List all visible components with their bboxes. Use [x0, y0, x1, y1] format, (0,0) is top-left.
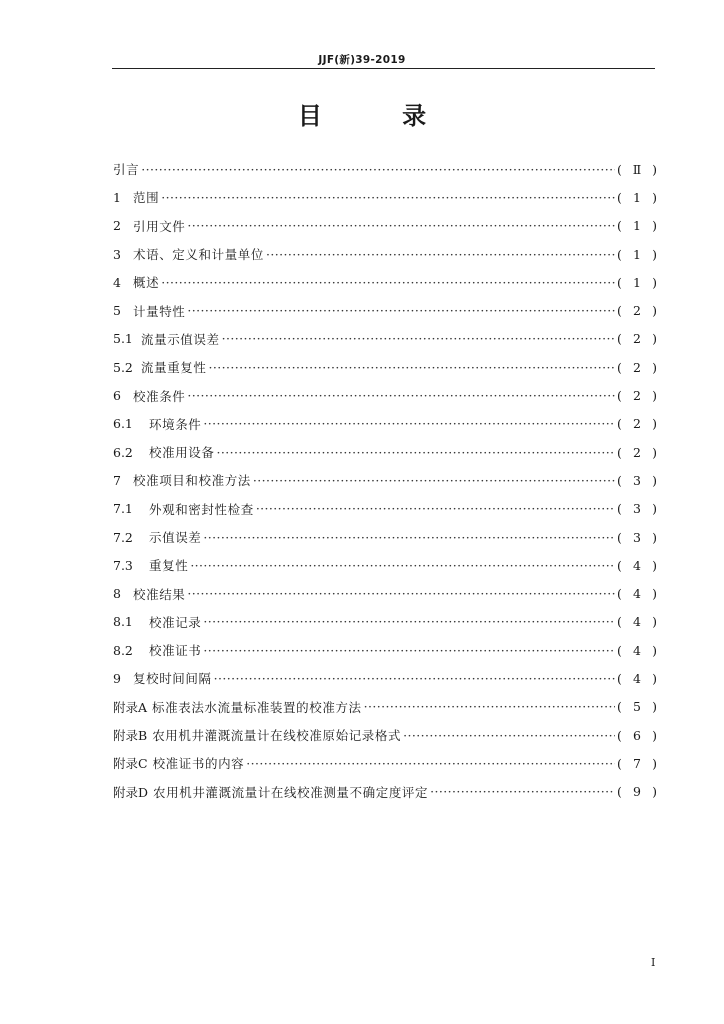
toc-entry-page	[617, 416, 657, 431]
page-paren-close: )	[652, 472, 657, 488]
toc-entry-page	[617, 247, 657, 262]
toc-entry-number: 7.3	[113, 557, 133, 573]
page-paren-close: )	[652, 388, 657, 404]
page-paren-close: )	[652, 614, 657, 630]
page-paren-open: (	[617, 755, 622, 771]
toc-leader-dots	[187, 388, 615, 403]
toc-leader-dots	[246, 756, 615, 771]
header-rule	[112, 68, 655, 69]
page-paren-close: )	[652, 557, 657, 573]
page-number-value: 2	[633, 444, 641, 460]
toc-entry[interactable]	[113, 240, 657, 268]
toc-entry[interactable]	[113, 579, 657, 607]
toc-entry-page	[617, 699, 657, 714]
page-number-value: 4	[633, 557, 641, 573]
toc-entry-number: 附录C	[113, 756, 148, 772]
page-number-value: 3	[633, 529, 641, 545]
toc-entry-number: 附录A	[113, 699, 148, 715]
page-number-value: 3	[633, 472, 641, 488]
toc-entry-title: 重复性	[149, 558, 189, 574]
toc-entry-page	[617, 360, 657, 375]
page-title: 目 录	[297, 102, 463, 130]
page-paren-open: (	[617, 444, 622, 460]
toc-entry-title: 流量重复性	[141, 360, 207, 376]
toc-leader-dots	[161, 275, 615, 290]
toc-leader-dots	[222, 331, 615, 346]
toc-leader-dots	[364, 699, 615, 714]
toc-entry-page	[617, 530, 657, 545]
toc-entry-number: 5	[113, 303, 121, 319]
toc-entry-page	[617, 558, 657, 573]
page-number-value: 4	[633, 642, 641, 658]
page-paren-close: )	[652, 189, 657, 205]
toc-leader-dots	[187, 218, 615, 233]
toc-entry-page	[617, 643, 657, 658]
page-number-value: 1	[633, 274, 641, 290]
toc-entry-number: 附录D	[113, 784, 149, 800]
toc-leader-dots	[253, 473, 615, 488]
toc-leader-dots	[403, 728, 615, 743]
page-paren-open: (	[617, 784, 622, 800]
page-paren-open: (	[617, 699, 622, 715]
page-number-value: 2	[633, 359, 641, 375]
toc-entry-number: 2	[113, 218, 121, 234]
toc-entry-number: 7.1	[113, 501, 133, 517]
toc-entry-page	[617, 586, 657, 601]
toc-entry[interactable]	[113, 608, 657, 636]
toc-entry[interactable]	[113, 381, 657, 409]
document-code: JJF(新)39-2019	[318, 54, 406, 66]
toc-leader-dots	[187, 303, 615, 318]
toc-entry-title: 校准项目和校准方法	[133, 473, 251, 489]
toc-entry[interactable]	[113, 721, 657, 749]
toc-entry-page	[617, 162, 657, 177]
toc-entry-title: 校准证书	[149, 643, 202, 659]
toc-entry-number: 8	[113, 586, 121, 602]
page-paren-close: )	[652, 246, 657, 262]
page-number-value: 2	[633, 388, 641, 404]
page-paren-close: )	[652, 331, 657, 347]
page-paren-open: (	[617, 246, 622, 262]
toc-entry-number: 1	[113, 189, 121, 205]
page-paren-close: )	[652, 444, 657, 460]
page-number-value: 1	[633, 246, 641, 262]
toc-leader-dots	[141, 162, 615, 177]
toc-entry-number: 6	[113, 388, 121, 404]
toc-entry-title: 校准条件	[133, 388, 186, 404]
toc-entry-page	[617, 218, 657, 233]
toc-leader-dots	[430, 784, 615, 799]
toc-entry[interactable]	[113, 778, 657, 806]
page-paren-open: (	[617, 359, 622, 375]
page-paren-open: (	[617, 388, 622, 404]
page-paren-close: )	[652, 501, 657, 517]
toc-entry-number: 4	[113, 274, 121, 290]
toc-entry-page	[617, 303, 657, 318]
toc-entry-title: 校准证书的内容	[152, 756, 245, 772]
toc-entry-page	[617, 784, 657, 799]
toc-entry[interactable]	[113, 212, 657, 240]
toc-entry-title: 范围	[133, 190, 160, 206]
toc-entry[interactable]	[113, 438, 657, 466]
toc-entry-page	[617, 501, 657, 516]
page-number-value: 6	[633, 727, 641, 743]
toc-entry-title: 示值误差	[149, 530, 202, 545]
toc-entry-number: 3	[113, 246, 121, 262]
toc-entry-number: 8.1	[113, 614, 133, 630]
page-number-value: Ⅱ	[632, 161, 642, 177]
toc-leader-dots	[203, 614, 615, 629]
toc-entry[interactable]	[113, 353, 657, 381]
page-paren-close: )	[652, 303, 657, 319]
toc-entry-number: 附录B	[113, 728, 148, 744]
page-paren-open: (	[617, 586, 622, 602]
toc-entry[interactable]	[113, 325, 657, 353]
toc-entry-page	[617, 756, 657, 771]
page-paren-close: )	[652, 670, 657, 686]
page-number-value: 2	[633, 331, 641, 347]
page-paren-open: (	[617, 416, 622, 432]
toc-entry[interactable]	[113, 749, 657, 777]
page-paren-open: (	[617, 642, 622, 658]
toc-entry-page	[617, 388, 657, 403]
page-paren-open: (	[617, 557, 622, 573]
toc-entry-page	[617, 728, 657, 743]
page-paren-open: (	[617, 189, 622, 205]
toc-entry[interactable]	[113, 495, 657, 523]
toc-leader-dots	[203, 416, 615, 431]
page-paren-close: )	[652, 274, 657, 290]
page-paren-close: )	[652, 784, 657, 800]
toc-entry[interactable]	[113, 155, 657, 183]
toc-entry-title: 外观和密封性检查	[149, 501, 254, 517]
toc-entry-title: 引用文件	[133, 218, 186, 234]
toc-entry-title: 术语、定义和计量单位	[133, 247, 265, 263]
toc-entry-number: 6.1	[113, 416, 133, 432]
page-number-value: 4	[633, 670, 641, 686]
toc-entry-title: 环境条件	[149, 416, 202, 432]
toc-leader-dots	[256, 501, 615, 516]
page-paren-open: (	[617, 529, 622, 545]
toc-list	[113, 155, 657, 806]
toc-entry-page	[617, 190, 657, 205]
page-paren-open: (	[617, 727, 622, 743]
page-paren-close: )	[652, 642, 657, 658]
toc-entry-title: 校准结果	[133, 586, 186, 602]
toc-entry[interactable]	[113, 523, 657, 551]
toc-entry-title: 引言	[113, 162, 140, 178]
toc-entry-title: 农用机井灌溉流量计在线校准测量不确定度评定	[153, 784, 429, 800]
toc-leader-dots	[203, 643, 615, 658]
page-number-value: 7	[633, 755, 641, 771]
toc-entry-number: 5.2	[113, 359, 133, 375]
toc-entry-page	[617, 275, 657, 290]
toc-entry-number: 9	[113, 670, 121, 686]
page-number-value: 5	[633, 699, 641, 715]
toc-entry[interactable]	[113, 183, 657, 211]
toc-leader-dots	[203, 530, 615, 545]
toc-entry-title: 复校时间间隔	[133, 671, 212, 687]
toc-leader-dots	[217, 445, 615, 460]
toc-entry[interactable]	[113, 636, 657, 664]
page-number-value: 1	[633, 189, 641, 205]
toc-entry-page	[617, 473, 657, 488]
toc-entry-page	[617, 331, 657, 346]
page-paren-open: (	[617, 472, 622, 488]
page-paren-close: )	[652, 699, 657, 715]
toc-leader-dots	[266, 247, 615, 262]
toc-leader-dots	[190, 558, 615, 573]
toc-leader-dots	[187, 586, 615, 601]
page-paren-close: )	[652, 755, 657, 771]
page-number-value: 1	[633, 218, 641, 234]
toc-entry-title: 标准表法水流量标准装置的校准方法	[152, 699, 362, 715]
page-paren-open: (	[617, 331, 622, 347]
page-number-value: 3	[633, 501, 641, 517]
page-paren-open: (	[617, 161, 622, 177]
toc-entry-title: 流量示值误差	[141, 331, 220, 347]
toc-entry-number: 7	[113, 472, 121, 488]
page-number-value: 9	[633, 784, 641, 800]
page-paren-close: )	[652, 727, 657, 743]
toc-entry-number: 5.1	[113, 331, 133, 347]
toc-entry[interactable]	[113, 296, 657, 324]
page-number-value: 2	[633, 303, 641, 319]
toc-leader-dots	[161, 190, 615, 205]
toc-entry-title: 农用机井灌溉流量计在线校准原始记录格式	[152, 728, 402, 744]
toc-leader-dots	[214, 671, 615, 686]
page-paren-open: (	[617, 274, 622, 290]
toc-entry[interactable]	[113, 664, 657, 692]
toc-entry[interactable]	[113, 268, 657, 296]
toc-entry-page	[617, 614, 657, 629]
toc-entry[interactable]	[113, 551, 657, 579]
page-paren-open: (	[617, 218, 622, 234]
toc-entry-page	[617, 445, 657, 460]
page-paren-close: )	[652, 586, 657, 602]
page-number-value: 2	[633, 416, 641, 432]
page-number-value: 4	[633, 586, 641, 602]
toc-entry-number: 8.2	[113, 642, 133, 658]
toc-leader-dots	[209, 360, 615, 375]
page-paren-open: (	[617, 303, 622, 319]
toc-entry-page	[617, 671, 657, 686]
toc-entry-title: 概述	[133, 275, 160, 291]
page-paren-close: )	[652, 529, 657, 545]
toc-entry-number: 7.2	[113, 529, 133, 545]
toc-entry-title: 校准记录	[149, 614, 202, 630]
page-paren-close: )	[652, 359, 657, 375]
toc-entry[interactable]	[113, 693, 657, 721]
toc-entry[interactable]	[113, 410, 657, 438]
toc-entry[interactable]	[113, 466, 657, 494]
toc-entry-number: 6.2	[113, 444, 133, 460]
toc-entry-title: 校准用设备	[149, 445, 215, 461]
page-paren-open: (	[617, 670, 622, 686]
page-paren-open: (	[617, 614, 622, 630]
toc-entry-title: 计量特性	[133, 303, 186, 319]
page-number-value: 4	[633, 614, 641, 630]
page-number: Ⅰ	[651, 956, 656, 969]
page-paren-close: )	[652, 218, 657, 234]
page-paren-close: )	[652, 416, 657, 432]
page-paren-close: )	[652, 161, 657, 177]
page-paren-open: (	[617, 501, 622, 517]
